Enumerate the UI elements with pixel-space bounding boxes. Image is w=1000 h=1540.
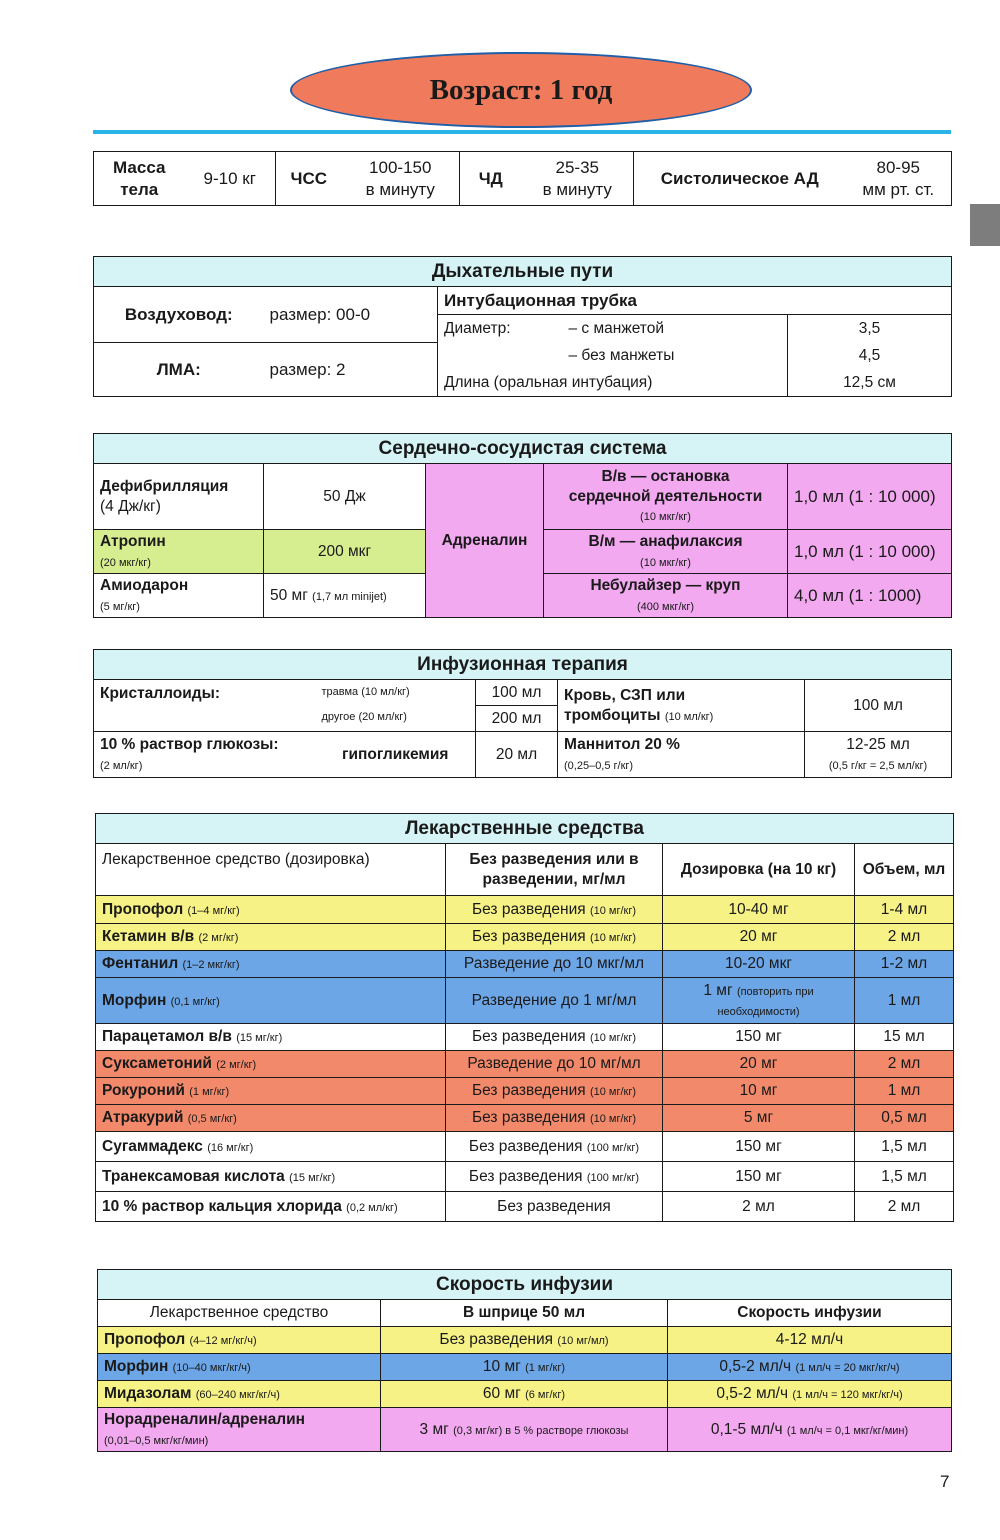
drug-name: 10 % раствор кальция хлорида [102, 1197, 342, 1215]
drug-dosage: 10 мг [739, 1082, 778, 1100]
mannitol-value-sub: (0,5 г/кг = 2,5 мл/кг) [828, 759, 928, 772]
atropine-cell [94, 530, 264, 574]
rate-value-cell [668, 1408, 952, 1452]
rates-col-syringe: В шприце 50 мл [381, 1300, 668, 1327]
lma-label: ЛМА: [94, 343, 264, 397]
atropine-label: Атропин [100, 533, 166, 551]
rate-name-cell [98, 1408, 381, 1452]
rate-value-sub: (1 мл/ч = 0,1 мкг/кг/мин) [786, 1424, 909, 1437]
airway-device-label: Воздуховод: [94, 287, 264, 343]
rate-drug-name: Морфин [104, 1358, 169, 1376]
arrest-cell [544, 464, 788, 530]
drug-dilution: Разведение до 1 мг/мл [471, 991, 637, 1009]
mannitol-sub: (0,25–0,5 г/кг) [564, 759, 634, 772]
drugs-title: Лекарственные средства [96, 814, 954, 844]
drug-dilution-cell [446, 978, 663, 1024]
rr-value-range: 25-35 [555, 158, 599, 178]
rate-syringe-cell [381, 1408, 668, 1452]
drug-dose: (15 мг/кг) [289, 1171, 336, 1184]
drug-name: Рокуроний [102, 1082, 185, 1100]
drug-dosage-cell [663, 1024, 855, 1051]
drug-dilution-cell [446, 1192, 663, 1222]
drug-dilution: Без разведения [468, 1167, 583, 1185]
drug-name-cell [96, 1132, 446, 1162]
amiodarone-cell [94, 574, 264, 618]
rate-drug-name: Норадреналин/адреналин [104, 1411, 305, 1429]
rate-value-sub: (1 мл/ч = 120 мкг/кг/ч) [792, 1389, 903, 1402]
arrest-label-1: В/в — остановка [601, 468, 730, 486]
drug-dose: (1–4 мг/кг) [187, 904, 240, 917]
mass-value: 9-10 кг [185, 152, 276, 206]
rate-name-cell [98, 1327, 381, 1354]
drug-dosage: 1 мг [703, 982, 733, 1000]
drug-volume: 1-4 мл [855, 896, 954, 924]
drug-name-cell [96, 924, 446, 951]
drug-name: Пропофол [102, 900, 184, 918]
airway-device-size: размер: 00-0 [264, 287, 438, 343]
trauma-value: 100 мл [476, 680, 558, 706]
drug-dosage-cell [663, 951, 855, 978]
arrest-sub: (10 мкг/кг) [640, 511, 691, 524]
drug-name-cell [96, 978, 446, 1024]
rate-drug-dose: (0,01–0,5 мкг/кг/мин) [104, 1434, 209, 1447]
drug-dilution-sub: (10 мг/кг) [589, 932, 637, 945]
table-row [96, 1132, 954, 1162]
drug-dosage-cell [663, 1132, 855, 1162]
bp-value-unit: мм рт. ст. [862, 179, 935, 199]
hr-value [342, 152, 460, 206]
drugs-table [95, 813, 954, 1222]
blank-cell [438, 343, 563, 369]
drug-name-cell [96, 1192, 446, 1222]
drug-dilution-cell [446, 1024, 663, 1051]
im-value: 1,0 мл (1 : 10 000) [788, 530, 952, 574]
blood-cell [558, 680, 805, 732]
drug-dilution: Без разведения [497, 1197, 611, 1215]
drug-dilution-sub: (100 мг/кг) [586, 1171, 640, 1184]
rate-syringe-sub: (1 мг/кг) [525, 1362, 566, 1375]
rate-syringe-sub: (6 мг/кг) [525, 1389, 566, 1402]
rate-syringe-cell [381, 1327, 668, 1354]
table-row [96, 1078, 954, 1105]
drugs-col-name: Лекарственное средство (дозировка) [96, 844, 446, 896]
table-row [98, 1381, 952, 1408]
drug-dilution-sub: (100 мг/кг) [586, 1141, 640, 1154]
drugs-col-dilution: Без разведения или в разведении, мг/мл [446, 844, 663, 896]
drug-dilution-sub: (10 мг/кг) [589, 904, 637, 917]
drug-dose: (2 мг/кг) [216, 1059, 257, 1072]
defib-cell [94, 464, 264, 530]
rates-col-name: Лекарственное средство [98, 1300, 381, 1327]
drug-name-cell [96, 1051, 446, 1078]
drug-volume: 1 мл [855, 978, 954, 1024]
neb-sub: (400 мкг/кг) [636, 600, 694, 613]
drug-name: Фентанил [102, 955, 179, 973]
drug-dosage-cell [663, 1051, 855, 1078]
cuffed-value: 3,5 [788, 315, 952, 343]
drug-dosage: 5 мг [743, 1109, 774, 1127]
table-row [96, 1024, 954, 1051]
rate-drug-dose: (4–12 мг/кг/ч) [189, 1335, 257, 1348]
rate-value-sub: (1 мл/ч = 20 мкг/кг/ч) [795, 1362, 900, 1375]
drug-volume: 1 мл [855, 1078, 954, 1105]
bp-value-range: 80-95 [876, 158, 920, 178]
drug-dilution-sub: (10 мг/кг) [589, 1086, 637, 1099]
mannitol-label: Маннитол 20 % [564, 736, 680, 754]
mannitol-value-cell [805, 732, 952, 778]
crystalloids-label: Кристаллоиды: [94, 680, 316, 732]
drug-dilution: Без разведения [471, 1109, 586, 1127]
glucose-sub: (2 мл/кг) [100, 759, 143, 772]
drug-dilution-cell [446, 896, 663, 924]
mannitol-value: 12-25 мл [846, 736, 910, 754]
hr-value-range: 100-150 [369, 158, 432, 178]
rate-drug-name: Мидазолам [104, 1385, 192, 1403]
drug-dosage-cell [663, 1162, 855, 1192]
adrenaline-label: Адреналин [426, 464, 544, 618]
table-row [98, 1354, 952, 1381]
rate-value: 0,5-2 мл/ч [719, 1358, 792, 1376]
defib-label: Дефибрилляция [100, 478, 229, 496]
drugs-col-dosage: Дозировка (на 10 кг) [663, 844, 855, 896]
drug-volume: 1,5 мл [855, 1162, 954, 1192]
neb-cell [544, 574, 788, 618]
uncuffed-value: 4,5 [788, 343, 952, 369]
drug-dilution-cell [446, 1105, 663, 1132]
drug-dilution-cell [446, 924, 663, 951]
drug-name: Сугаммадекс [102, 1137, 203, 1155]
drug-volume: 1,5 мл [855, 1132, 954, 1162]
drugs-rows [96, 896, 954, 1222]
drug-dosage: 2 мл [742, 1197, 775, 1215]
drug-name-cell [96, 896, 446, 924]
im-cell [544, 530, 788, 574]
im-sub: (10 мкг/кг) [640, 556, 691, 569]
rate-value: 0,1-5 мл/ч [710, 1420, 783, 1438]
neb-label: Небулайзер — круп [590, 577, 741, 595]
rr-value-unit: в минуту [542, 179, 612, 199]
rate-syringe: 3 мг [419, 1420, 449, 1438]
rate-value-cell [668, 1381, 952, 1408]
drug-volume: 1-2 мл [855, 951, 954, 978]
drug-dosage-cell [663, 924, 855, 951]
drugs-col-volume: Объем, мл [855, 844, 954, 896]
table-row [96, 1162, 954, 1192]
blood-sub: (10 мл/кг) [664, 710, 714, 723]
drug-dosage: 150 мг [735, 1167, 782, 1185]
defib-sub: (4 Дж/кг) [100, 497, 161, 515]
drug-dilution: Без разведения [471, 928, 586, 946]
drug-dosage-cell [663, 896, 855, 924]
drug-dilution-sub: (10 мг/кг) [589, 1032, 637, 1045]
page-title: Возраст: 1 год [429, 73, 613, 106]
drug-dose: (1–2 мкг/кг) [182, 959, 240, 972]
drug-dilution: Без разведения [468, 1137, 583, 1155]
rate-syringe-sub: (0,3 мг/кг) в 5 % растворе глюкозы [453, 1424, 629, 1437]
rate-drug-name: Пропофол [104, 1331, 186, 1349]
rate-name-cell [98, 1354, 381, 1381]
rate-value: 0,5-2 мл/ч [716, 1385, 789, 1403]
drug-name: Атракурий [102, 1109, 184, 1127]
drug-dilution-cell [446, 1078, 663, 1105]
blood-value: 100 мл [805, 680, 952, 732]
bp-value [846, 152, 952, 206]
drug-dosage: 10-20 мкг [724, 955, 793, 973]
drug-dilution-sub: (10 мг/кг) [589, 1113, 637, 1126]
uncuffed-label: – без манжеты [563, 343, 788, 369]
infusion-title: Инфузионная терапия [94, 650, 952, 680]
drug-dilution-cell [446, 951, 663, 978]
drug-name: Суксаметоний [102, 1055, 212, 1073]
age-title-oval [290, 52, 752, 128]
drug-name-cell [96, 951, 446, 978]
drug-dosage-cell [663, 978, 855, 1024]
drug-volume: 2 мл [855, 1192, 954, 1222]
other-value: 200 мл [476, 706, 558, 732]
drug-volume: 0,5 мл [855, 1105, 954, 1132]
mass-label: Масса тела [94, 152, 185, 206]
rate-value: 4-12 мл/ч [775, 1331, 844, 1349]
drug-volume: 2 мл [855, 924, 954, 951]
airway-table [93, 256, 952, 397]
drug-dilution-cell [446, 1162, 663, 1192]
rate-drug-dose: (10–40 мкг/кг/ч) [172, 1362, 251, 1375]
length-label: Длина (оральная интубация) [438, 369, 788, 397]
glucose-value: 20 мл [476, 732, 558, 778]
drug-dosage: 10-40 мг [728, 900, 789, 918]
drug-dosage-cell [663, 1105, 855, 1132]
table-row [98, 1408, 952, 1452]
drug-dose: (16 мг/кг) [207, 1141, 254, 1154]
defib-value: 50 Дж [264, 464, 426, 530]
amiodarone-value-cell [264, 574, 426, 618]
drug-dosage-cell [663, 1192, 855, 1222]
drug-dilution: Разведение до 10 мг/мл [467, 1055, 641, 1073]
drug-name-cell [96, 1024, 446, 1051]
diameter-label: Диаметр: [438, 315, 563, 343]
table-row [96, 1051, 954, 1078]
blood-label-1: Кровь, СЗП или [564, 687, 686, 705]
hypoglycemia-label: гипогликемия [316, 732, 476, 778]
trauma-label: травма (10 мл/кг) [316, 680, 476, 706]
rate-drug-dose: (60–240 мкг/кг/ч) [195, 1389, 280, 1402]
drug-name-cell [96, 1162, 446, 1192]
drug-dosage: 20 мг [739, 928, 778, 946]
drug-dose: (1 мг/кг) [189, 1086, 230, 1099]
drug-dosage: 20 мг [739, 1055, 778, 1073]
drug-dilution: Без разведения [471, 900, 586, 918]
drug-name: Парацетамол в/в [102, 1028, 232, 1046]
rates-title: Скорость инфузии [98, 1270, 952, 1300]
cardio-title: Сердечно-сосудистая система [94, 434, 952, 464]
drug-dose: (2 мг/кг) [198, 932, 239, 945]
drug-dose: (0,2 мл/кг) [346, 1201, 398, 1214]
table-row [96, 1192, 954, 1222]
cardio-table [93, 433, 952, 618]
drug-volume: 2 мл [855, 1051, 954, 1078]
rate-syringe-sub: (10 мг/мл) [557, 1335, 609, 1348]
drug-dose: (0,5 мг/кг) [187, 1113, 237, 1126]
rate-syringe: 60 мг [482, 1385, 521, 1403]
length-value: 12,5 см [788, 369, 952, 397]
table-row [98, 1327, 952, 1354]
rate-syringe: Без разведения [439, 1331, 554, 1349]
vitals-table [93, 151, 952, 206]
rate-value-cell [668, 1354, 952, 1381]
atropine-value: 200 мкг [264, 530, 426, 574]
section-tab-marker [970, 204, 1000, 246]
rate-syringe-cell [381, 1381, 668, 1408]
drug-name: Транексамовая кислота [102, 1167, 285, 1185]
drug-name-cell [96, 1078, 446, 1105]
bp-label: Систолическое АД [634, 152, 846, 206]
drug-dose: (15 мг/кг) [236, 1032, 283, 1045]
tube-title: Интубационная трубка [438, 287, 952, 315]
amiodarone-sub: (5 мг/кг) [100, 600, 140, 613]
drug-dilution-cell [446, 1051, 663, 1078]
rr-label: ЧД [460, 152, 522, 206]
page-number: 7 [940, 1472, 950, 1491]
arrest-value: 1,0 мл (1 : 10 000) [788, 464, 952, 530]
drug-dose: (0,1 мг/кг) [170, 995, 220, 1008]
table-row [96, 924, 954, 951]
hr-value-unit: в минуту [365, 179, 435, 199]
drug-dosage-sub: (повторить при необходимости) [717, 986, 814, 1018]
rate-name-cell [98, 1381, 381, 1408]
blood-label-2: тромбоциты [564, 706, 661, 724]
table-row [96, 1105, 954, 1132]
glucose-label: 10 % раствор глюкозы: [100, 736, 279, 754]
airway-title: Дыхательные пути [94, 257, 952, 287]
drug-dosage: 150 мг [735, 1137, 782, 1155]
rate-syringe: 10 мг [482, 1358, 521, 1376]
glucose-cell [94, 732, 316, 778]
atropine-sub: (20 мкг/кг) [100, 556, 151, 569]
cuffed-label: – с манжетой [563, 315, 788, 343]
rate-value-cell [668, 1327, 952, 1354]
drug-dosage-cell [663, 1078, 855, 1105]
hr-label: ЧСС [276, 152, 342, 206]
neb-value: 4,0 мл (1 : 1000) [788, 574, 952, 618]
im-label: В/м — анафилаксия [588, 533, 743, 551]
rate-syringe-cell [381, 1354, 668, 1381]
rates-table [97, 1269, 952, 1452]
drug-dilution: Без разведения [471, 1082, 586, 1100]
rr-value [522, 152, 634, 206]
header-divider [93, 130, 951, 134]
other-label: другое (20 мл/кг) [316, 706, 476, 732]
amiodarone-value: 50 мг [270, 586, 308, 604]
rates-col-rate: Скорость инфузии [668, 1300, 952, 1327]
drug-dilution: Разведение до 10 мкг/мл [463, 955, 645, 973]
drug-name-cell [96, 1105, 446, 1132]
amiodarone-label: Амиодарон [100, 577, 189, 595]
table-row [96, 978, 954, 1024]
infusion-table [93, 649, 952, 778]
rates-rows [98, 1327, 952, 1452]
table-row [96, 896, 954, 924]
drug-volume: 15 мл [855, 1024, 954, 1051]
mannitol-cell [558, 732, 805, 778]
drug-name: Морфин [102, 991, 167, 1009]
drug-dilution-cell [446, 1132, 663, 1162]
drug-dosage: 150 мг [735, 1028, 782, 1046]
arrest-label-2: сердечной деятельности [568, 487, 763, 505]
drug-dilution: Без разведения [471, 1028, 586, 1046]
lma-size: размер: 2 [264, 343, 438, 397]
table-row [96, 951, 954, 978]
drug-name: Кетамин в/в [102, 928, 195, 946]
amiodarone-value-sub: (1,7 мл minijet) [312, 590, 387, 603]
